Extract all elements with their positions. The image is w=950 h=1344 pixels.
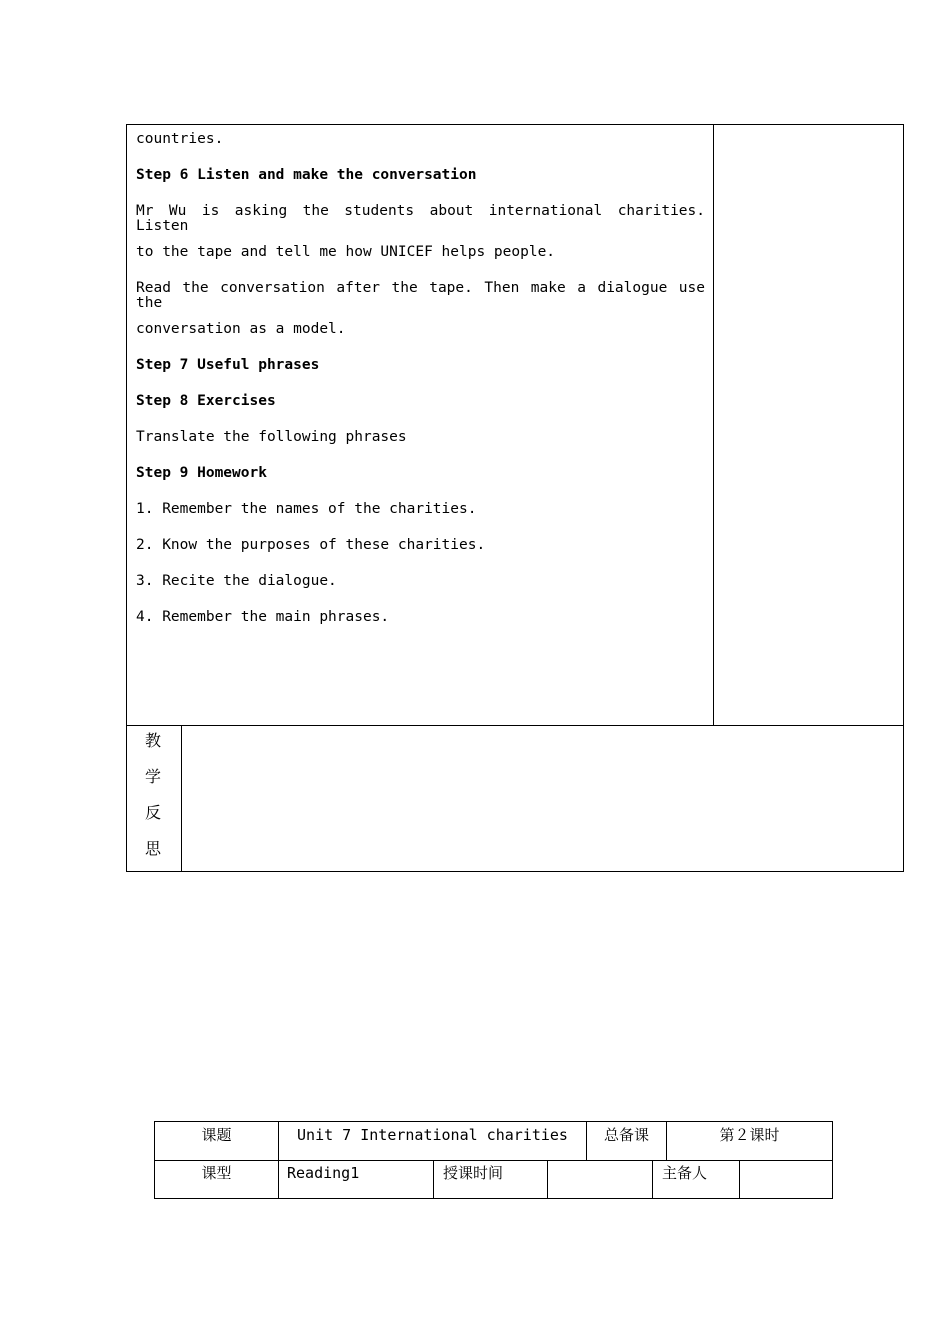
text-line: conversation as a model.	[136, 321, 346, 337]
lesson-header-table	[154, 1121, 833, 1199]
type-value: Reading1	[278, 1161, 433, 1199]
time-value	[547, 1161, 652, 1199]
procedure-cell	[127, 125, 714, 726]
preparer-value	[739, 1161, 832, 1199]
type-label: 课型	[201, 1164, 232, 1182]
homework-item: 4. Remember the main phrases.	[136, 609, 390, 625]
homework-item: 2. Know the purposes of these charities.	[136, 537, 486, 553]
step-heading: Step 8 Exercises	[136, 393, 276, 409]
text-line: countries.	[136, 131, 224, 147]
time-label: 授课时间	[433, 1161, 547, 1199]
reflection-label-cell	[127, 726, 182, 871]
reflection-content-cell	[182, 726, 903, 871]
prep-label: 总备课	[586, 1122, 666, 1160]
step-heading: Step 6 Listen and make the conversation	[136, 167, 477, 183]
step-heading: Step 7 Useful phrases	[136, 357, 320, 373]
homework-item: 1. Remember the names of the charities.	[136, 501, 477, 517]
reflection-char: 学	[144, 767, 161, 786]
homework-item: 3. Recite the dialogue.	[136, 573, 337, 589]
text-line: Mr Wu is asking the students about international charities. Listen	[136, 203, 705, 234]
text-line: Translate the following phrases	[136, 429, 407, 445]
reflection-char: 反	[144, 803, 161, 822]
preparer-label: 主备人	[652, 1161, 739, 1199]
topic-value: Unit 7 International charities	[278, 1122, 586, 1160]
text-line: to the tape and tell me how UNICEF helps people.	[136, 244, 556, 260]
reflection-char: 教	[144, 731, 161, 750]
period-value: 第２课时	[666, 1122, 832, 1160]
notes-cell	[714, 125, 903, 726]
reflection-char: 思	[144, 839, 161, 858]
topic-label: 课题	[201, 1126, 232, 1144]
text-line: Read the conversation after the tape. Then make a dialogue use the	[136, 280, 705, 311]
lesson-plan-table	[126, 124, 904, 872]
step-heading: Step 9 Homework	[136, 465, 267, 481]
